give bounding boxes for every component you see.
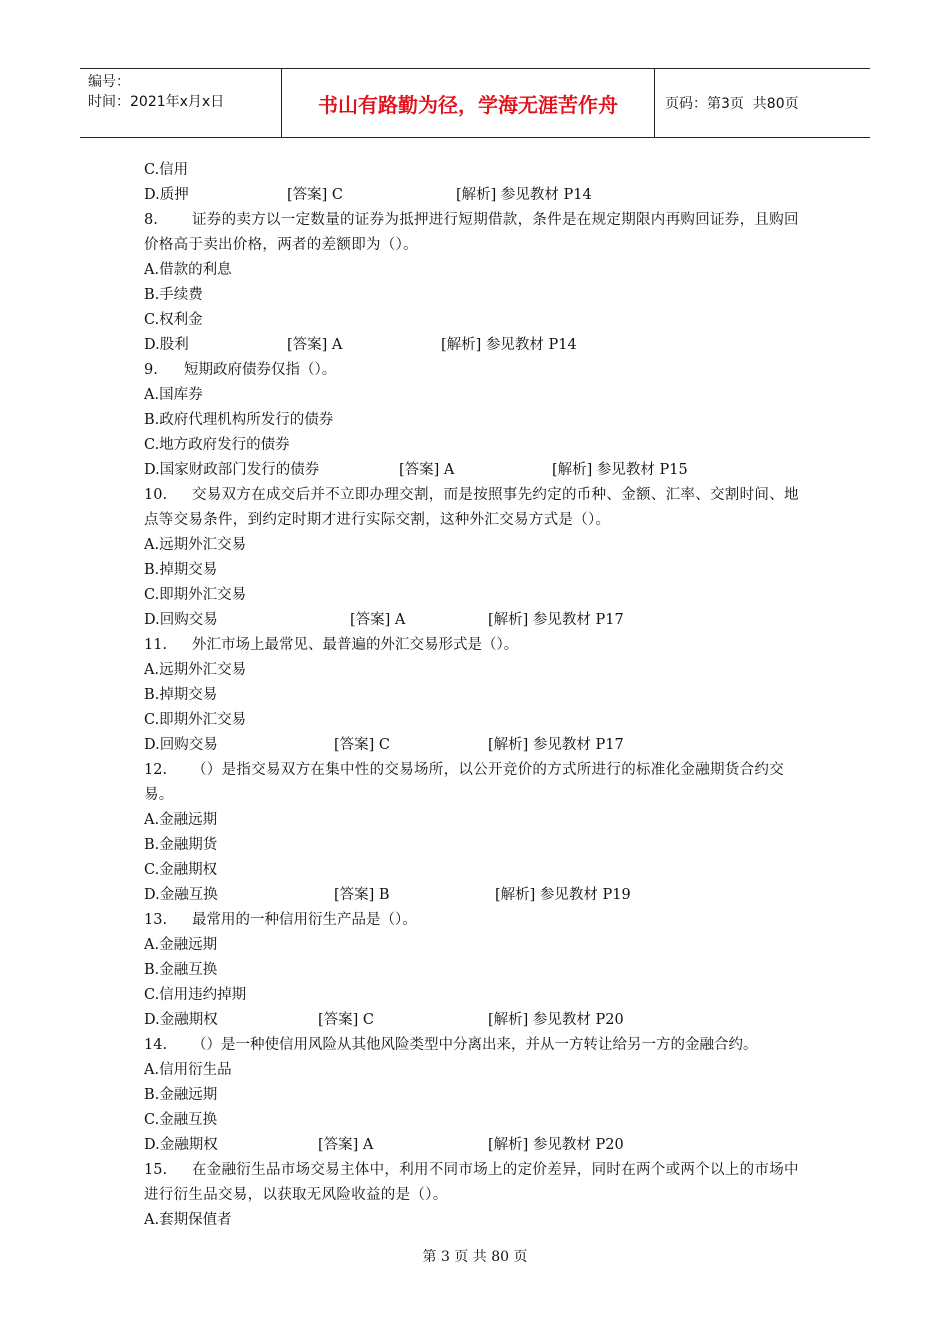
page-label: 页码：第3页 共80页: [665, 96, 799, 112]
question-14: [144, 1033, 810, 1058]
option-d: D.回购交易: [144, 612, 218, 628]
answer-line: [144, 608, 810, 633]
question-text: 交易双方在成交后并不立即办理交割，而是按照事先约定的币种、金额、汇率、交割时间、地点等交易条件，到约定时期才进行实际交割，这种外汇交易方式是（）。: [144, 487, 799, 528]
header-motto: 书山有路勤为径，学海无涯苦作舟: [282, 69, 655, 137]
answer-line: [144, 333, 810, 358]
answer: [答案] B: [334, 887, 390, 903]
question-10: [144, 483, 810, 533]
analysis: [解析] 参见教材 P20: [488, 1137, 624, 1153]
option-b: B.掉期交易: [144, 687, 218, 703]
option-c: C.金融期权: [144, 862, 218, 878]
question-8: [144, 208, 810, 258]
number-label: 编号：: [88, 74, 130, 90]
option-b: B.金融期货: [144, 837, 218, 853]
option-a: A.远期外汇交易: [144, 662, 247, 678]
answer: [答案] A: [287, 337, 343, 353]
question-text: 最常用的一种信用衍生产品是（）。: [192, 912, 417, 928]
option-a: A.金融远期: [144, 937, 218, 953]
analysis: [解析] 参见教材 P17: [488, 737, 624, 753]
question-text: 短期政府债券仅指（）。: [184, 362, 337, 378]
option-b: B.金融远期: [144, 1087, 218, 1103]
question-number: 9.: [144, 362, 158, 378]
answer: [答案] A: [399, 462, 455, 478]
question-text: 外汇市场上最常见、最普遍的外汇交易形式是（）。: [192, 637, 519, 653]
header-page: [655, 69, 870, 137]
option-c: C.金融互换: [144, 1112, 218, 1128]
answer-line: [144, 883, 810, 908]
answer: [答案] C: [318, 1012, 375, 1028]
option-d: D.金融期权: [144, 1137, 218, 1153]
question-11: [144, 633, 810, 658]
option-b: B.手续费: [144, 287, 203, 303]
question-9: [144, 358, 810, 383]
option-a: A.国库券: [144, 387, 203, 403]
page-header: [80, 68, 870, 138]
option-c: C.权利金: [144, 312, 203, 328]
page-footer: [0, 1246, 950, 1266]
question-text: （）是一种使信用风险从其他风险类型中分离出来，并从一方转让给另一方的金融合约。: [192, 1037, 758, 1053]
answer: [答案] A: [318, 1137, 374, 1153]
option-line: C.信用: [144, 162, 189, 178]
option-a: A.借款的利息: [144, 262, 232, 278]
option-b: B.金融互换: [144, 962, 218, 978]
option-d: D.回购交易: [144, 737, 218, 753]
question-number: 15.: [144, 1162, 168, 1178]
option-d: D.股利: [144, 337, 189, 353]
question-number: 14.: [144, 1037, 168, 1053]
answer-line: [144, 183, 810, 208]
analysis: [解析] 参见教材 P20: [488, 1012, 624, 1028]
analysis: [解析] 参见教材 P14: [456, 187, 592, 203]
question-number: 10.: [144, 487, 168, 503]
question-15: [144, 1158, 810, 1208]
option-a: A.金融远期: [144, 812, 218, 828]
option-d: D.金融互换: [144, 887, 218, 903]
option-c: C.即期外汇交易: [144, 712, 247, 728]
answer-line: [144, 1133, 810, 1158]
analysis: [解析] 参见教材 P14: [441, 337, 577, 353]
option-d: D.国家财政部门发行的债券: [144, 462, 320, 478]
option-a: A.信用衍生品: [144, 1062, 232, 1078]
answer-line: [144, 1008, 810, 1033]
answer: [答案] C: [287, 187, 344, 203]
option-c: C.地方政府发行的债券: [144, 437, 290, 453]
question-12: [144, 758, 810, 808]
question-number: 13.: [144, 912, 168, 928]
option-b: B.政府代理机构所发行的债券: [144, 412, 334, 428]
question-13: [144, 908, 810, 933]
answer: [答案] C: [334, 737, 391, 753]
question-number: 11.: [144, 637, 168, 653]
option-c: C.信用违约掉期: [144, 987, 247, 1003]
answer-line: [144, 733, 810, 758]
question-text: 在金融衍生品市场交易主体中，利用不同市场上的定价差异，同时在两个或两个以上的市场中进行衍生品交易，以获取无风险收益的是（）。: [144, 1162, 799, 1203]
option-b: B.掉期交易: [144, 562, 218, 578]
option-c: C.即期外汇交易: [144, 587, 247, 603]
question-text: 证券的卖方以一定数量的证券为抵押进行短期借款，条件是在规定期限内再购回证券，且购回价格高于卖出价格，两者的差额即为（）。: [144, 212, 799, 253]
answer: [答案] A: [350, 612, 406, 628]
question-number: 12.: [144, 762, 168, 778]
document-body: [144, 158, 810, 1233]
analysis: [解析] 参见教材 P17: [488, 612, 624, 628]
question-number: 8.: [144, 212, 158, 228]
footer-page-number: 第 3 页 共 80 页: [422, 1249, 528, 1265]
answer-line: [144, 458, 810, 483]
analysis: [解析] 参见教材 P19: [495, 887, 631, 903]
option-a: A.远期外汇交易: [144, 537, 247, 553]
option-d: D.金融期权: [144, 1012, 218, 1028]
time-label: 时间：2021年x月x日: [88, 94, 225, 110]
analysis: [解析] 参见教材 P15: [552, 462, 688, 478]
question-text: （）是指交易双方在集中性的交易场所，以公开竞价的方式所进行的标准化金融期货合约交易。: [144, 762, 784, 803]
option-d: D.质押: [144, 187, 189, 203]
header-meta: [80, 69, 282, 137]
option-a: A.套期保值者: [144, 1212, 232, 1228]
